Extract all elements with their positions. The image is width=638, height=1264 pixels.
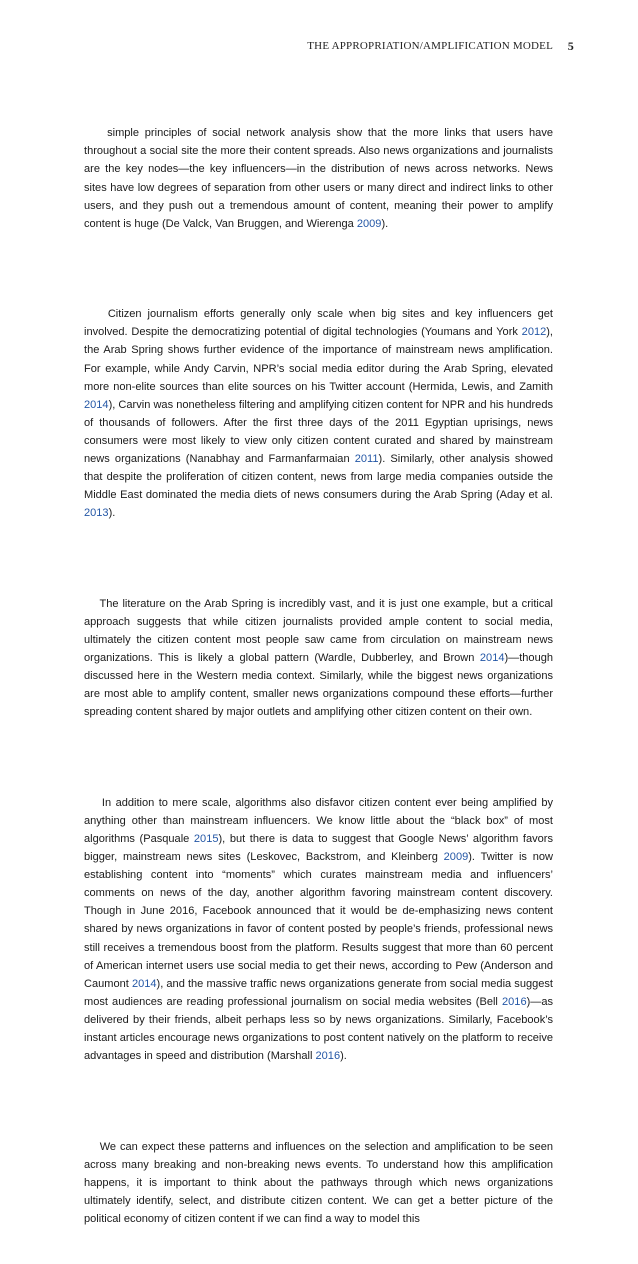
page-number: 5 — [567, 39, 574, 53]
citation-link[interactable]: 2016 — [502, 995, 527, 1008]
paragraph-1 — [84, 106, 557, 251]
paragraph-text: ), the Arab Spring shows further evidence of the importance of mainstream news amplification. For example, while Andy Carvin, NPR’s social media editor during the Arab Spring, elevated more non-elite sources than elite sources on his Twitter account (Hermida, Lewis, and Zamith — [84, 326, 557, 393]
citation-link[interactable]: 2009 — [443, 851, 469, 864]
paragraph-text: The literature on the Arab Spring is incredibly vast, and it is just one example, but a critical approach suggests that while citizen journalists provided ample content to social media, ultimately the citizen content most people saw came from circulation on mainstream news organizations. This is likely a global pattern (Wardle, Dubberley, and Brown — [84, 597, 557, 664]
citation-link[interactable]: 2014 — [131, 977, 157, 990]
paragraph-2 — [84, 287, 557, 540]
paragraph-3 — [84, 577, 557, 740]
paragraph-text: simple principles of social network analysis show that the more links that users have throughout a social site the more their content spreads. Also news organizations and journalists are the key nodes—the key influencers—in the distribution of news across networks. News sites have low degrees of separation from other users or many direct and indirect links to other users, and they push out a tremendous amount of content, meaning their power to amplify content is huge (De Valck, Van Bruggen, and Wierenga — [84, 127, 557, 230]
paragraph-text: ), and the massive traffic news organizations generate from social media suggest most audiences are reading professional journalism on social media websites (Bell — [84, 977, 557, 1008]
body-text — [84, 70, 557, 1264]
paragraph-text: ). — [381, 217, 389, 230]
citation-link[interactable]: 2012 — [521, 326, 547, 339]
paragraph-text: ). — [340, 1050, 347, 1063]
paragraph-text: In addition to mere scale, algorithms also disfavor citizen content ever being amplified by anything other than mainstream influencers. We know little about the “black box” of most algorithms (Pasquale — [84, 796, 557, 845]
paragraph-text: We can expect these patterns and influences on the selection and amplification to be seen across many breaking and non-breaking news events. To understand how this amplification happens, it is important to think about the pathways through which news organizations ultimately identify, select, and distribute citizen content. We can get a better picture of the political economy of citizen content if we can find a way to model this — [84, 1140, 557, 1225]
citation-link[interactable]: 2014 — [479, 652, 505, 664]
paragraph-text: ). — [108, 507, 116, 520]
paragraph-text: Citizen journalism efforts generally only scale when big sites and key influencers get involved. Despite the democratizing potential of digital technologies (Youmans and York — [84, 308, 557, 339]
paragraph-text: ). Similarly, other analysis showed that despite the proliferation of citizen content, news from large media companies outside the Middle East dominated the media diets of news consumers during the Arab Spring (Aday et al. — [84, 452, 557, 502]
paragraph-5 — [84, 1119, 557, 1246]
citation-link[interactable]: 2011 — [354, 452, 379, 465]
paragraph-text: ). Twitter is now establishing content into “moments” which curates mainstream media and influencers’ comments on news of the day, another algorithm favoring mainstream content discovery. Though in June 2016, Facebook announced that it would be de-emphasizing news content shared by news organizations in favor of content posted by people’s friends, professional news still receives a tremendous boost from the platform. Results suggest that more than 60 percent of American internet users use social media to get their news, according to Pew (Anderson and Caumont — [84, 851, 557, 990]
citation-link[interactable]: 2016 — [315, 1050, 341, 1063]
paragraph-text: ), but there is data to suggest that Google News’ algorithm favors bigger, mainstream news sites (Leskovec, Backstrom, and Kleinberg — [84, 832, 557, 864]
paragraph-text: ), Carvin was nonetheless filtering and amplifying citizen content for NPR and his hundreds of thousands of followers. After the first three days of the 2011 Egyptian uprisings, news consumers were most likely to view only citizen content curated and shared by mainstream news organizations (Nanabhay and Farmanfarmaian — [84, 398, 557, 465]
citation-link[interactable]: 2009 — [356, 217, 382, 230]
running-head — [84, 39, 574, 53]
citation-link[interactable]: 2014 — [84, 398, 109, 411]
running-title: THE APPROPRIATION/AMPLIFICATION MODEL — [307, 40, 553, 52]
citation-link[interactable]: 2015 — [193, 832, 219, 845]
citation-link[interactable]: 2013 — [84, 507, 109, 520]
paragraph-4 — [84, 776, 557, 1084]
paragraph-text: )—as delivered by their friends, albeit perhaps less so by news organizations. Similarly, Facebook’s instant articles encourage news organizations to post content natively on the platform to receive advantages in speed and distribution (Marshall — [84, 995, 557, 1063]
paragraph-text: )—though discussed here in the Western media context. Similarly, while the biggest news organizations are most able to amplify content, smaller news organizations compound these efforts—further spreading content shared by major outlets and amplifying other citizen content on their own. — [84, 652, 557, 719]
